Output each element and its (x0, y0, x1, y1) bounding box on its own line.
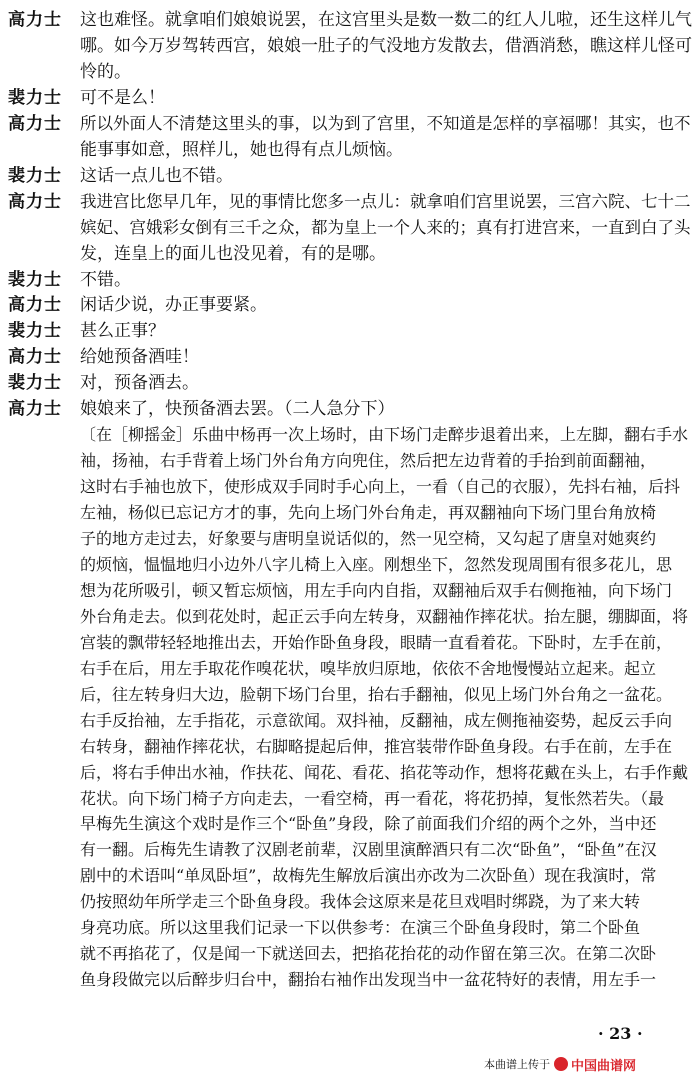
speaker-name: 高力士 (8, 113, 62, 134)
stage-direction-text: 右手在后，用左手取花作嗅花状，嗅毕放归原地，依依不舍地慢慢站立起来。起立 (80, 658, 657, 678)
dialogue-line (0, 164, 700, 188)
stage-direction-line (0, 761, 700, 785)
upload-note: 本曲谱上传于 (484, 1058, 550, 1071)
stage-direction-text: 身亮功底。所以这里我们记录一下以供参考：在演三个卧鱼身段时，第二个卧鱼 (80, 918, 641, 938)
speaker-name: 高力士 (8, 399, 62, 420)
speaker-name: 高力士 (8, 347, 62, 368)
stage-direction-line (0, 812, 700, 836)
speaker-name: 高力士 (8, 295, 62, 316)
dialogue-text: 不错。 (80, 269, 131, 290)
speaker-name: 裴力士 (8, 165, 62, 186)
stage-direction-text: 就不再掐花了，仅是闻一下就送回去，把掐花抬花的动作留在第三次。在第二次卧 (80, 944, 657, 964)
page-number: · 23 · (598, 1024, 643, 1043)
dialogue-line (0, 8, 700, 32)
dialogue-line (0, 268, 700, 292)
stage-direction-text: 〔在［柳摇金］乐曲中杨再一次上场时，由下场门走醉步退着出来，上左脚，翻右手水 (80, 425, 689, 445)
stage-direction-text: 子的地方走过去，好象要与唐明皇说话似的，然一见空椅，又勾起了唐皇对她爽约 (80, 529, 657, 548)
site-logo (554, 1055, 636, 1074)
stage-direction-text: 有一翻。后梅先生请教了汉剧老前辈，汉剧里演醉酒只有二次“卧鱼”，“卧鱼”在汉 (80, 840, 657, 860)
stage-direction-text: 右手反抬袖，左手指花，示意欲闻。双抖袖，反翻袖，成左侧拖袖姿势，起反云手向 (80, 710, 673, 730)
stage-direction-line (0, 553, 700, 577)
dialogue-text: 甚么正事？ (80, 321, 165, 342)
stage-direction-text: 花状。向下场门椅子方向走去，一看空椅，再一看花，将花扔掉，复怅然若失。（最 (80, 788, 665, 808)
dialogue-text: 哪。如今万岁驾转西宫，娘娘一肚子的气没地方发散去，借酒消愁，瞧这样儿怪可 (80, 35, 692, 56)
stage-direction-line (0, 579, 700, 603)
stage-direction-line (0, 501, 700, 525)
stage-direction-text: 后，往左转身归大边，脸朝下场门台里，抬右手翻袖，似见上场门外台角之一盆花。 (80, 684, 673, 704)
site-name: 中国曲谱网 (571, 1058, 637, 1074)
stage-direction-text: 仍按照幼年所学走三个卧鱼身段。我体会这原来是花旦戏唱时绑跷，为了来大转 (80, 892, 641, 912)
dialogue-line (0, 319, 700, 343)
stage-direction-line (0, 735, 700, 759)
dialogue-line (0, 138, 700, 162)
footer-watermark (484, 1053, 698, 1075)
stage-direction-text: 左袖，杨似已忘记方才的事，先向上场门外台角走，再双翻袖向下场门里台角放椅 (80, 503, 657, 523)
speaker-name: 高力士 (8, 10, 62, 30)
stage-direction-text: 鱼身段做完以后醉步归台中，翻抬右袖作出发现当中一盆花特好的表情，用左手一 (80, 970, 657, 990)
stage-direction-line (0, 709, 700, 733)
dialogue-text: 这话一点儿也不错。 (80, 165, 233, 186)
stage-direction-line (0, 968, 700, 992)
stage-direction-text: 想为花所吸引，顿又暂忘烦恼，用左手向内自指，双翻袖后双手右侧拖袖，向下场门 (80, 580, 673, 600)
dialogue-text: 能事事如意，照样儿，她也得有点儿烦恼。 (80, 139, 403, 160)
dialogue-text: 所以外面人不清楚这里头的事，以为到了宫里，不知道是怎样的享福哪！其实，也不 (80, 113, 691, 133)
dialogue-line (0, 112, 700, 136)
dialogue-text: 对，预备酒去。 (80, 373, 199, 394)
dialogue-text: 可不是么！ (80, 87, 165, 108)
speaker-name: 裴力士 (8, 87, 62, 108)
stage-direction-line (0, 683, 700, 707)
dialogue-line (0, 216, 700, 240)
stage-direction-text: 剧中的术语叫“单凤卧垣”，故梅先生解放后演出亦改为二次卧鱼）现在我演时，常 (80, 866, 657, 886)
stage-direction-text: 早梅先生演这个戏时是作三个“卧鱼”身段，除了前面我们介绍的两个之外，当中还 (80, 814, 657, 834)
stage-direction-line (0, 890, 700, 914)
dialogue-text: 给她预备酒哇！ (80, 347, 199, 368)
speaker-name: 裴力士 (8, 373, 62, 394)
stage-direction-line (0, 527, 700, 551)
stage-direction-line (0, 605, 700, 629)
dialogue-line (0, 345, 700, 369)
speaker-name: 裴力士 (8, 269, 62, 290)
dialogue-line (0, 242, 700, 266)
speaker-name: 高力士 (8, 191, 62, 212)
dialogue-line (0, 190, 700, 214)
dialogue-text: 闲话少说，办正事要紧。 (80, 295, 267, 316)
stage-direction-line (0, 916, 700, 940)
dialogue-line (0, 397, 700, 421)
stage-direction-line (0, 423, 700, 447)
stage-direction-line (0, 475, 700, 499)
dialogue-line (0, 34, 700, 58)
dialogue-text: 我进宫比您早几年，见的事情比您多一点儿：就拿咱们宫里说罢，三宫六院、七十二 (80, 191, 691, 211)
dialogue-text: 娘娘来了，快预备酒去罢。（二人急分下） (80, 399, 395, 420)
stage-direction-line (0, 657, 700, 681)
dialogue-text: 怜的。 (80, 61, 131, 82)
stage-direction-text: 后，将右手伸出水袖，作扶花、闻花、看花、掐花等动作，想将花戴在头上，右手作戴 (80, 762, 689, 782)
dialogue-text: 这也难怪。就拿咱们娘娘说罢，在这宫里头是数一数二的红人儿啦，还生这样儿气 (80, 10, 692, 30)
logo-mark-icon (554, 1057, 568, 1071)
dialogue-line (0, 60, 700, 84)
stage-direction-line (0, 449, 700, 473)
stage-direction-line (0, 838, 700, 862)
stage-direction-text: 这时右手袖也放下，使形成双手同时手心向上，一看（自己的衣服），先抖右袖，后抖 (80, 477, 681, 497)
dialogue-text: 嫔妃、宫娥彩女倒有三千之众，都为皇上一个人来的；真有打进宫来，一直到白了头 (80, 217, 691, 237)
stage-direction-text: 袖，扬袖，右手背着上场门外台角方向兜住，然后把左边背着的手抬到前面翻袖， (80, 451, 657, 471)
stage-direction-line (0, 787, 700, 811)
dialogue-line (0, 86, 700, 110)
dialogue-line (0, 371, 700, 395)
stage-direction-line (0, 942, 700, 966)
stage-direction-text: 的烦恼，愠愠地归小边外八字儿椅上入座。刚想坐下，忽然发现周围有很多花儿，思 (80, 554, 673, 574)
speaker-name: 裴力士 (8, 321, 62, 342)
dialogue-line (0, 293, 700, 317)
stage-direction-text: 外台角走去。似到花处时，起正云手向左转身，双翻袖作摔花状。抬左腿，绷脚面，将 (80, 606, 689, 626)
dialogue-text: 发，连皇上的面儿也没见着，有的是哪。 (80, 243, 386, 264)
stage-direction-line (0, 631, 700, 655)
stage-direction-text: 宫装的飘带轻轻地推出去，开始作卧鱼身段，眼睛一直看着花。下卧时，左手在前， (80, 632, 673, 652)
stage-direction-text: 右转身，翻袖作摔花状，右脚略提起后伸，推宫装带作卧鱼身段。右手在前，左手在 (80, 736, 673, 756)
stage-direction-line (0, 864, 700, 888)
